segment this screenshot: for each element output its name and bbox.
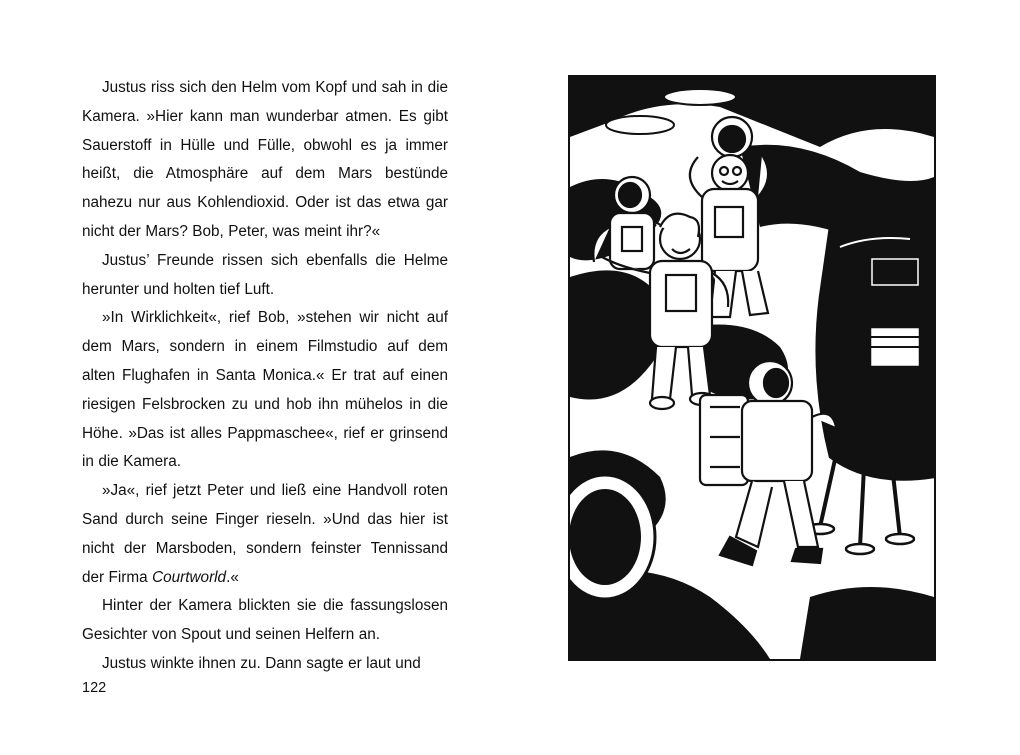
astronaut-illustration: [568, 75, 936, 661]
paragraph-4-end: .«: [226, 568, 239, 586]
paragraph-2: Justus’ Freunde rissen sich ebenfalls die Helme herunter und holten tief Luft.: [82, 251, 448, 298]
paragraph-1: Justus riss sich den Helm vom Kopf und sah in die Kamera. »Hier kann man wunderbar atmen. Es gibt Sauerstoff in Hülle und Fülle, obwohl es ja immer heißt, die Atmosphäre auf dem Mars bestünde nahezu nur aus Kohlendioxid. Oder ist das etwa gar nicht der Mars? Bob, Peter, was meint ihr?«: [82, 79, 448, 240]
paragraph-6: Justus winkte ihnen zu. Dann sagte er laut und: [102, 654, 421, 672]
text-page: [82, 74, 448, 679]
company-name: Courtworld: [152, 568, 227, 586]
paragraph-3: »In Wirklichkeit«, rief Bob, »stehen wir nicht auf dem Mars, sondern in einem Filmstudio auf dem alten Flughafen in Santa Monica.« Er trat auf einen riesigen Felsbrocken zu und hob ihn mühelos in die Höhe. »Das ist alles Pappmaschee«, rief er grinsend in die Kamera.: [82, 309, 448, 471]
page-number: 122: [82, 680, 107, 696]
illustration-svg: [570, 77, 934, 659]
paragraph-5: Hinter der Kamera blickten sie die fassungslosen Gesichter von Spout und seinen Helfern an.: [82, 597, 448, 644]
paragraph-4-start: »Ja«, rief jetzt Peter und ließ eine Handvoll roten Sand durch seine Finger rieseln. »Und das hier ist nicht der Marsboden, sondern feinster Tennissand der Firma: [82, 482, 448, 586]
paragraph-4: [82, 477, 448, 592]
lander: [806, 214, 934, 554]
